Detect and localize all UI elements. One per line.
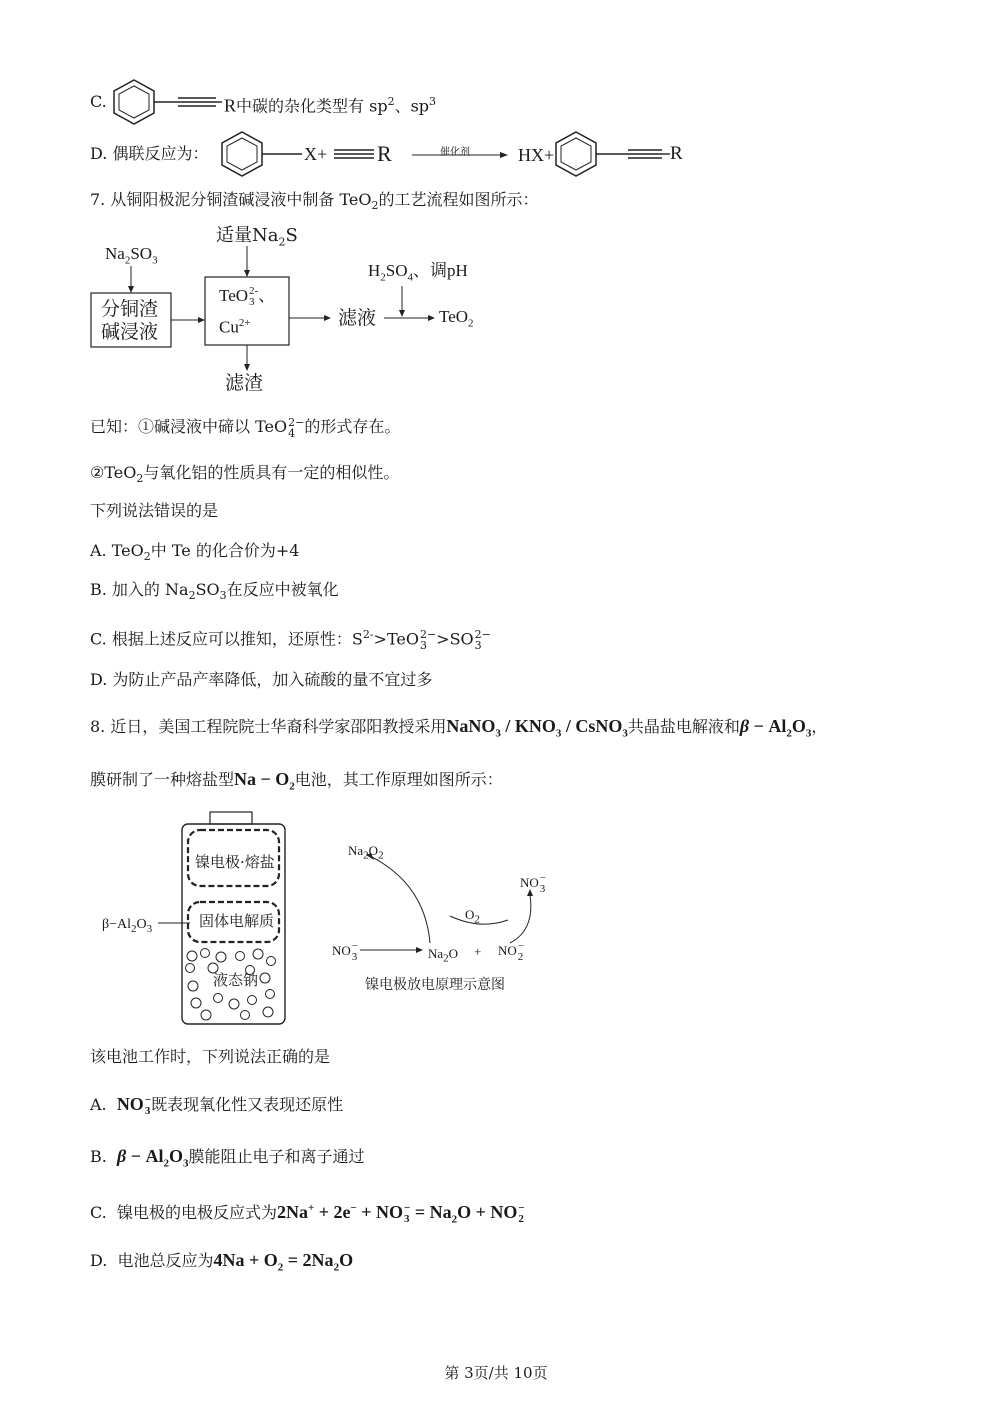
q7-question: 下列说法错误的是 [90, 501, 219, 520]
flow-box1-line1: 分铜渣 [101, 298, 159, 320]
q7-option-a: A. TeO$_2$中 Te 的化合价为+4 [90, 541, 300, 564]
q8-option-c: C. 镍电极的电极反应式为2Na+ + 2e− + NO − 3 = $Na_2O$ + NO − 2 [90, 1201, 525, 1226]
flow-residue: 滤渣 [225, 372, 264, 394]
mech-na2o2: $Na_2O_2$ [348, 843, 384, 862]
mech-no3-top: NO − 3 [520, 872, 546, 896]
flow-filtrate: 滤液 [338, 307, 377, 329]
q8-option-d: D. 电池总反应为$4Na + O_2 = 2Na_2O$ [90, 1250, 354, 1274]
q8-question: 该电池工作时，下列说法正确的是 [90, 1047, 331, 1066]
battery-label-liquid-na: 液态钠 [213, 971, 259, 989]
q6-c-text: R中碳的杂化类型有 $sp^2$、$sp^3$ [224, 95, 437, 116]
flow-input-na2s: 适量$Na_2S$ [216, 225, 298, 249]
q8-option-b: B. $\beta - Al_2O_3$膜能阻止电子和离子通过 [90, 1146, 365, 1170]
q6-d-product-hx: HX+ [518, 145, 555, 165]
q7-stem: 7. 从铜阳极泥分铜渣碱浸液中制备 TeO$_2$的工艺流程如图所示： [90, 190, 539, 213]
q6-d-catalyst: 催化剂 [440, 147, 470, 158]
flow-input-h2so4: $H_2SO_4$、调pH [368, 261, 468, 284]
mech-caption: 镍电极放电原理示意图 [365, 977, 505, 993]
q6-d-reactant-r: R [377, 141, 392, 166]
mech-no2: NO − 2 [498, 940, 524, 964]
q7-known-2: ②TeO$_2$与氧化铝的性质具有一定的相似性。 [90, 463, 400, 486]
q6-option-c: C. [90, 92, 107, 111]
q8-stem-line1: 8. 近日，美国工程院院士华裔科学家邵阳教授采用NaNO$_3$ / $KNO_3$ / CsNO$_3$共晶盐电解液和$\beta - Al_2O_3$， [90, 716, 828, 740]
q7-option-b: B. 加入的 $Na_2SO_3$在反应中被氧化 [90, 580, 339, 603]
battery-side-label-beta-alumina: $\beta-Al_2O_3$ [102, 917, 153, 935]
page-footer: 第 3页/共 10页 [444, 1364, 548, 1382]
flow-box2-cu: $Cu^{2+}$ [219, 317, 251, 337]
flow-product-teo2: TeO$_2$ [439, 307, 474, 330]
mech-plus: + [474, 944, 482, 959]
q8-stem-line2: 膜研制了一种熔盐型$Na - O_2$电池，其工作原理如图所示： [90, 769, 503, 793]
flow-box2-teo3: TeO 2- 3 、 [219, 285, 276, 309]
q7-option-c: C. 根据上述反应可以推知，还原性：$S^{2-}>TeO$ 2− 3 >SO 2− 3 [90, 627, 491, 652]
q6-d-product-r: R [670, 143, 683, 164]
mech-no3-left: NO − 3 [332, 940, 358, 964]
q6-d-reactant-x: X+ [304, 144, 328, 164]
mech-na2o: $Na_2O$ [428, 946, 459, 965]
battery-label-solid-electrolyte: 固体电解质 [199, 912, 275, 930]
q6-option-d: D. 偶联反应为： [90, 144, 209, 163]
flow-input-na2so3: $Na_2SO_3$ [105, 244, 158, 267]
flow-box1-line2: 碱浸液 [101, 321, 159, 343]
q8-option-a: A. NO − 3 既表现氧化性又表现还原性 [90, 1093, 344, 1117]
battery-label-ni-electrode: 镍电极·熔盐 [195, 853, 275, 871]
q7-option-d: D. 为防止产品产率降低，加入硫酸的量不宜过多 [90, 670, 433, 689]
q7-known-1: 已知：①碱浸液中碲以 TeO 2− 4 的形式存在。 [90, 415, 401, 440]
mech-o2: $O_2$ [465, 907, 480, 926]
